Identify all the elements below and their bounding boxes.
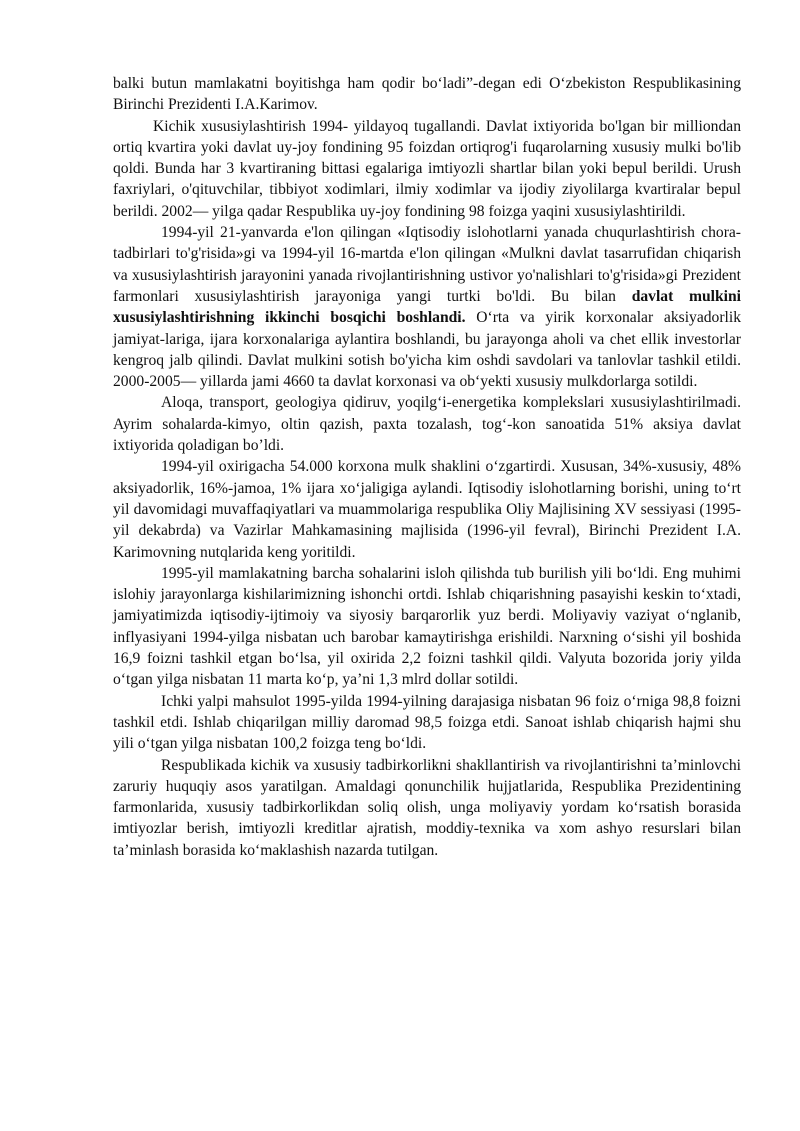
- bold-phrase-second-stage: davlat mulkini xususiylashtirishning ikkinchi bosqichi boshlandi.: [113, 287, 741, 327]
- paragraph-continuation: balki butun mamlakatni boyitishga ham qodir bo‘ladi”-degan edi O‘zbekiston Respublikasining Birinchi Prezidenti I.A.Karimov.: [113, 75, 741, 114]
- paragraph-1995-turning-point: 1995-yil mamlakatning barcha sohalarini isloh qilishda tub burilish yili bo‘ldi. Eng muhimi islohiy jarayonlarga kishilarimizning ishonchi ortdi. Ishlab chiqarishning pasayishi keskin to‘xtadi, jamiyatimizda iqtisodiy-ijtimoiy va siyosiy barqarorlik yuz berdi. Moliyaviy vaziyat o‘nglanib, inflyasiyani 1994-yilga nisbatan uch barobar kamaytirishga erishildi. Narxning o‘sishi yil boshida 16,9 foizni tashkil etgan bo‘lsa, yil oxirida 2,2 foizni tashkil qildi. Valyuta bozorida joriy yilda o‘tgan yilga nisbatan 11 marta ko‘p, ya’ni 1,3 mlrd dollar sotildi.: [113, 564, 741, 689]
- paragraph-text-before: 1994-yil 21-yanvarda e'lon qilingan «Iqtisodiy islohotlarni yanada chuqurlashtirish chora-tadbirlari to'g'risida»gi va 1994-yil 16-martda e'lon qilingan «Mulkni davlat tasarrufidan chiqarish va xususiylashtirish jarayonini yanada rivojlantirishning ustivor yo'nalishlari to'g'risida»gi Prezident farmonlari xususiylashtirish jarayoniga yangi turtki bo'ldi. Bu bilan: [113, 224, 741, 305]
- paragraph-text-after: O‘rta va yirik korxonalar aksiyadorlik jamiyat-lariga, ijara korxonalariga aylantira boshlandi, bu jarayonga aholi va chet ellik investorlar kengroq jalb qilindi. Davlat mulkini sotish bo'yicha kim oshdi savdolari va tanlovlar tashkil etildi. 2000-2005— yillarda jami 4660 ta davlat korxonasi va ob‘yekti xususiy mulkdorlarga sotildi.: [113, 309, 741, 391]
- paragraph-small-privatization: Kichik xususiylashtirish 1994- yildayoq tugallandi. Davlat ixtiyorida bo'lgan bir milliondan ortiq kvartira yoki davlat uy-joy fondining 95 foizdan ortiqrog'i fuqarolarning xususiy mulki bo'lib qoldi. Bunda har 3 kvartiraning bittasi egalariga imtiyozli shartlar bilan yoki bepul berildi. Urush faxriylari, o'qituvchilar, tibbiyot xodimlari, ilmiy xodimlar va ijodiy ziyolilarga kvartiralar bepul berildi. 2002— yilga qadar Respublika uy-joy fondining 98 foizga yaqini xususiylashtirildi.: [113, 117, 741, 220]
- paragraph-1994-ownership: 1994-yil oxirigacha 54.000 korxona mulk shaklini o‘zgartirdi. Xususan, 34%-xususiy, 48% aksiyadorlik, 16%-jamoa, 1% ijara xo‘jaligiga aylandi. Iqtisodiy islohotlarning borishi, uning to‘rt yil davomidagi muvaffaqiyatlari va muammolariga respublika Oliy Majlisining XV sessiyasi (1995-yil dekabrda) va Vazirlar Mahkamasining majlisida (1996-yil fevral), Birinchi Prezident I.A. Karimovning nutqlarida keng yoritildi.: [113, 458, 741, 561]
- paragraph-gdp: Ichki yalpi mahsulot 1995-yilda 1994-yilning darajasiga nisbatan 96 foiz o‘rniga 98,8 foizni tashkil etdi. Ishlab chiqarilgan milliy daromad 98,5 foizga etdi. Sanoat ishlab chiqarish hajmi shu yili o‘tgan yilga nisbatan 100,2 foizga teng bo‘ldi.: [113, 692, 741, 753]
- paragraph-entrepreneurship: Respublikada kichik va xususiy tadbirkorlikni shakllantirish va rivojlantirishni ta’minlovchi zaruriy huquqiy asos yaratilgan. Amaldagi qonunchilik hujjatlarida, Respublika Prezidentining farmonlarida, xususiy tadbirkorlikdan soliq olish, unga moliyaviy yordam ko‘rsatish borasida imtiyozlar berish, imtiyozli kreditlar ajratish, moddiy-texnika va xom ashyo resurslari bilan ta’minlash borasida ko‘maklashish nazarda tutilgan.: [113, 756, 741, 859]
- paragraph-presidential-decrees: [113, 222, 741, 392]
- document-body: [113, 73, 741, 861]
- paragraph-non-privatized-sectors: Aloqa, transport, geologiya qidiruv, yoqilg‘i-energetika komplekslari xususiylashtirilmadi. Ayrim sohalarda-kimyo, oltin qazish, paxta tozalash, tog‘-kon sanoatida 51% aksiya davlat ixtiyorida qoladigan bo’ldi.: [113, 394, 741, 455]
